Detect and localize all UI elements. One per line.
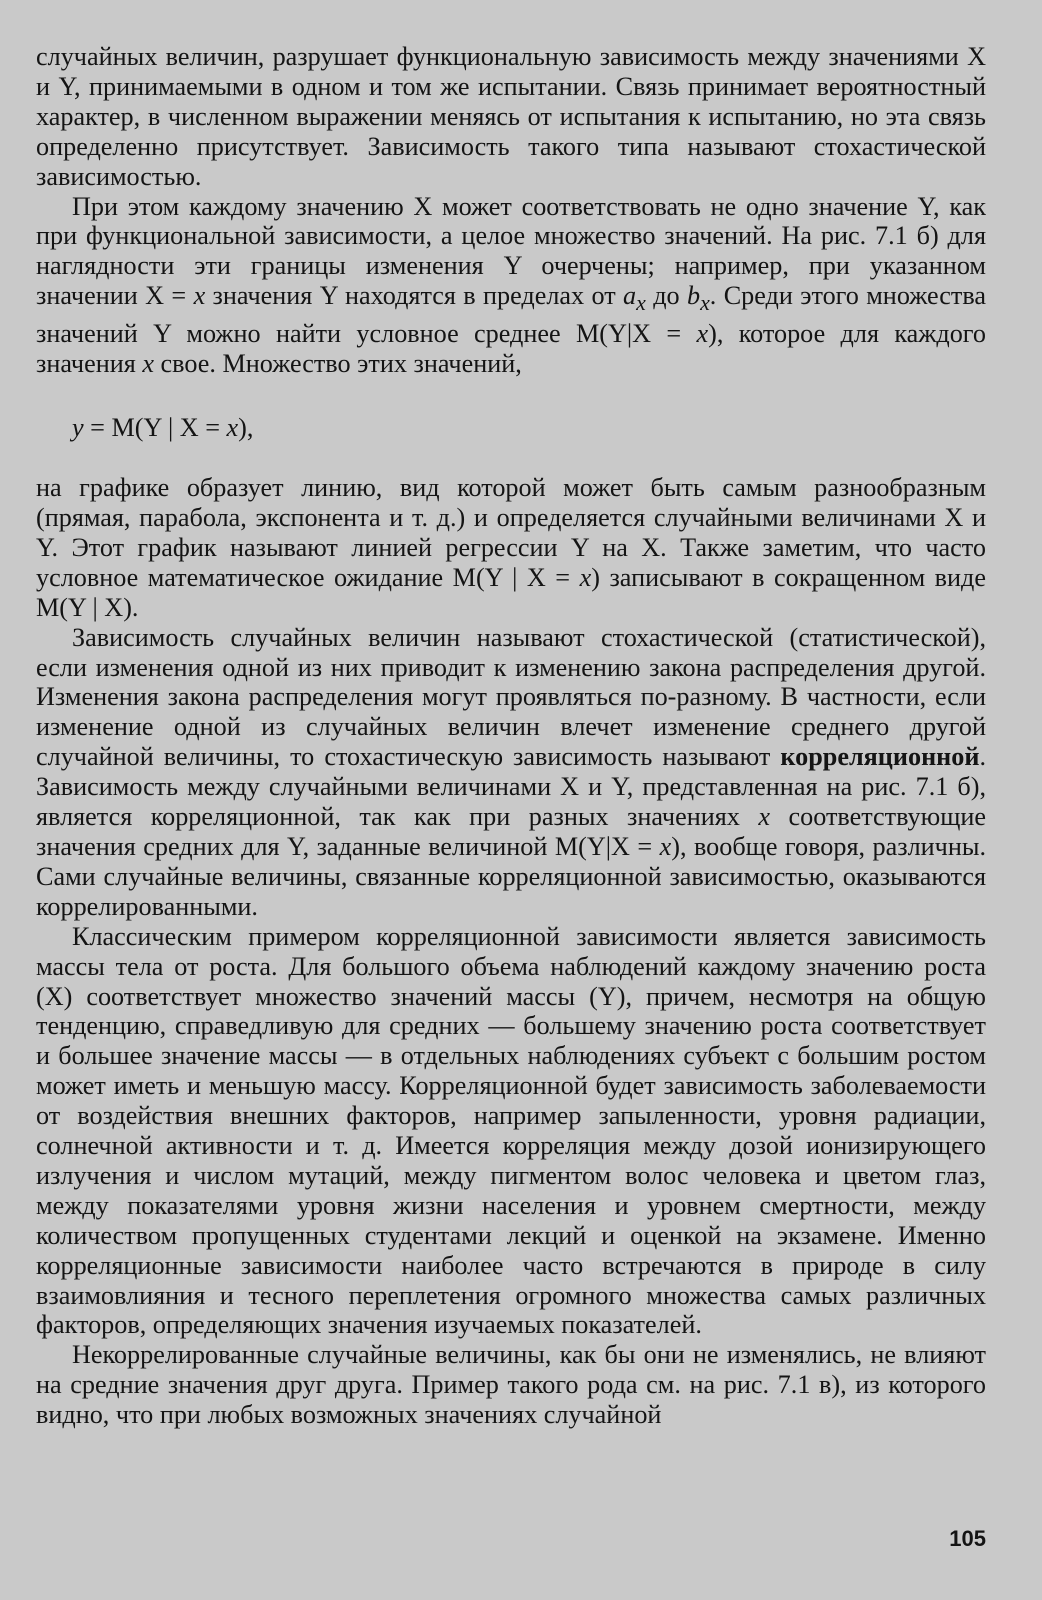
body-text [36,42,986,1430]
paragraph-5: Классическим примером корреляционной зависимости является зависимость массы тела от роста. Для большого объема наблюдений каждому значению роста (X) соответствует множество значений массы (Y), причем, несмотря на общую тенденцию, справедливую для средних — большему значению роста соответствует и большее значение массы — в отдельных наблюдениях субъект с большим ростом может иметь и меньшую массу. Корреляционной будет зависимость заболеваемости от воздействия внешних факторов, например запыленности, уровня радиации, солнечной активности и т. д. Имеется корреляция между дозой ионизирующего излучения и числом мутаций, между пигментом волос человека и цветом глаз, между показателями уровня жизни населения и уровнем смертности, между количеством пропущенных студентами лекций и оценкой на экзамене. Именно корреляционные зависимости наиболее часто встречаются в природе в силу взаимовлияния и тесного переплетения огромного множества самых различных факторов, определяющих значения изучаемых показателей. [36,921,986,1340]
page-number: 105 [949,1526,986,1551]
regression-formula: y = M(Y | X = x), [72,413,254,443]
paragraph-2: При этом каждому значению X может соответствовать не одно значение Y, как при функциональной зависимости, а целое множество значений. На рис. 7.1 б) для наглядности эти границы изменения Y очерчены; например, при указанном значении X = x значения Y находятся в пределах от $a_x$ до $b_x$. Среди этого множества значений Y можно найти условное среднее M(Y|X = x), которое для каждого значения x свое. Множество этих значений, [36,191,986,379]
paragraph-1: случайных величин, разрушает функциональную зависимость между значениями X и Y, принимаемыми в одном и том же испытании. Связь принимает вероятностный характер, в численном выражении меняясь от испытания к испытанию, но эта связь определенно присутствует. Зависимость такого типа называют стохастической зависимостью. [36,42,986,191]
paragraph-3: на графике образует линию, вид которой может быть самым разнообразным (прямая, парабола, экспонента и т. д.) и определяется случайными величинами X и Y. Этот график называют линией регрессии Y на X. Также заметим, что часто условное математическое ожидание M(Y | X = x) записывают в сокращенном виде M(Y | X). [36,473,986,622]
term-correlational: корреляционной [780,742,980,772]
paragraph-4: Зависимость случайных величин называют стохастической (статистической), если изменения одной из них приводит к изменению закона распределения другой. Изменения закона распределения могут проявляться по-разному. В частности, если изменение одной из случайных величин влечет изменение среднего другой случайной величины, то стохастическую зависимость называют корреляционной. Зависимость между случайными величинами X и Y, представленная на рис. 7.1 б), является корреляционной, так как при разных значениях x соответствующие значения средних для Y, заданные величиной M(Y|X = x), вообще говоря, различны. Сами случайные величины, связанные корреляционной зависимостью, оказываются коррелированными. [36,622,987,921]
paragraph-6: Некоррелированные случайные величины, как бы они не изменялись, не влияют на средние значения друг друга. Пример такого рода см. на рис. 7.1 в), из которого видно, что при любых возможных значениях случайной [36,1340,986,1430]
